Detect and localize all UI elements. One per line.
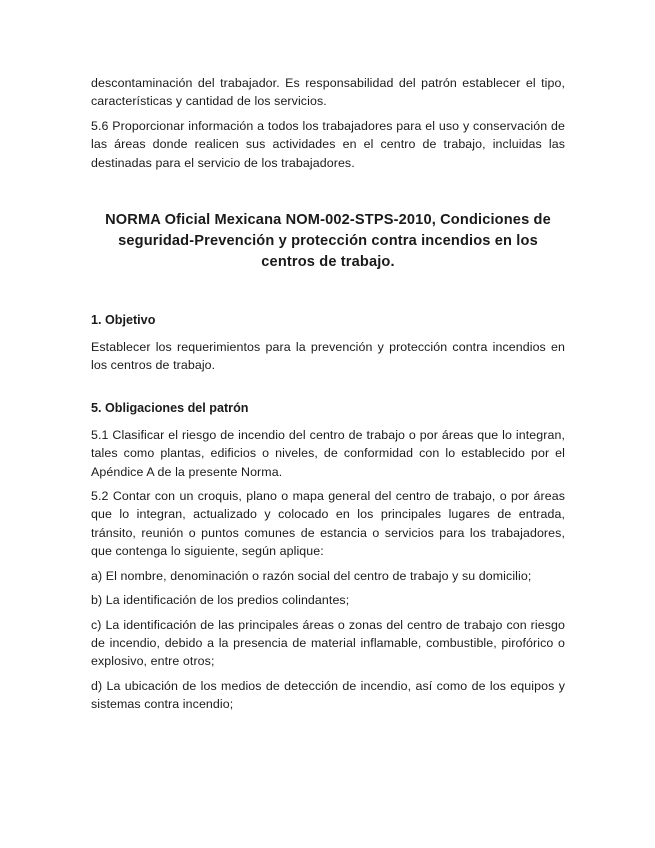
- list-item-b: b) La identificación de los predios colindantes;: [91, 593, 350, 608]
- paragraph-5-2: 5.2 Contar con un croquis, plano o mapa general del centro de trabajo, o por áreas que lo integran, actualizado y colocado en los principales lugares de entrada, tránsito, reunión o puntos comunes de estancia o servicios para los trabajadores, que contenga lo siguiente, según aplique:: [91, 489, 565, 559]
- heading-obligaciones: 5. Obligaciones del patrón: [91, 400, 249, 415]
- list-item-c: c) La identificación de las principales áreas o zonas del centro de trabajo con riesgo de incendio, debido a la presencia de material inflamable, combustible, pirofórico o explosivo, entre otros;: [91, 617, 565, 669]
- paragraph-5-1: 5.1 Clasificar el riesgo de incendio del centro de trabajo o por áreas que lo integran, tales como plantas, edificios o niveles, de conformidad con lo establecido por el Apéndice A de la presente Norma.: [91, 427, 565, 479]
- document-content: [91, 74, 565, 714]
- list-item-a: a) El nombre, denominación o razón social del centro de trabajo y su domicilio;: [91, 568, 532, 583]
- norma-title: NORMA Oficial Mexicana NOM-002-STPS-2010, Condiciones de seguridad-Prevención y protección contra incendios en los centros de trabajo.: [105, 212, 551, 271]
- paragraph-descontaminacion: descontaminación del trabajador. Es responsabilidad del patrón establecer el tipo, características y cantidad de los servicios.: [91, 76, 565, 109]
- list-item-d: d) La ubicación de los medios de detección de incendio, así como de los equipos y sistemas contra incendio;: [91, 678, 565, 712]
- paragraph-objetivo: Establecer los requerimientos para la prevención y protección contra incendios en los centros de trabajo.: [91, 340, 565, 373]
- heading-objetivo: 1. Objetivo: [91, 313, 156, 328]
- paragraph-5-6: 5.6 Proporcionar información a todos los trabajadores para el uso y conservación de las áreas donde realicen sus actividades en el centro de trabajo, incluidas las destinadas para el servicio de los trabajadores.: [91, 118, 565, 170]
